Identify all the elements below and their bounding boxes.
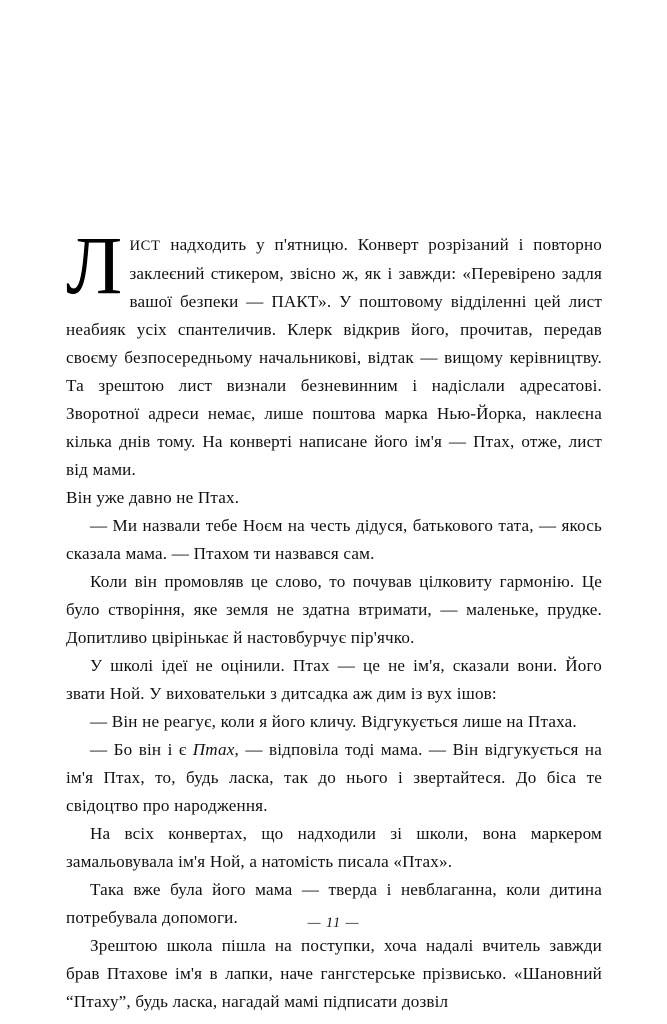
- paragraph-7-italic-word: Птах: [192, 740, 235, 759]
- page-number: — 11 —: [307, 915, 360, 931]
- page-text-block: [66, 231, 602, 1016]
- opening-small-caps: ИСТ: [129, 238, 161, 254]
- paragraph-8: На всіх конвертах, що надходили зі школи, вона маркером замальовувала ім'я Ной, а натомість писала «Птах».: [66, 824, 602, 871]
- paragraph-7-text-before: — Бо він і є: [90, 740, 193, 759]
- paragraph-5: У школі ідеї не оцінили. Птах — це не ім'я, сказали вони. Його звати Ной. У виховательки з дитсадка аж дим із вух ішов:: [66, 656, 602, 703]
- paragraph-9: Така вже була його мама — тверда і невблаганна, коли дитина потребувала допомоги.: [66, 880, 602, 927]
- paragraph-7: [66, 736, 602, 820]
- paragraph-7-text-after: , — відповіла тоді мама. — Він відгукується на ім'я Птах, то, будь ласка, так до нього і звертайтеся. До біса те свідоцтво про народження.: [66, 740, 602, 815]
- paragraph-4: Коли він промовляв це слово, то почував цілковиту гармонію. Це було створіння, яке земля не здатна втримати, — маленьке, прудке. Допитливо цвірінькає й настовбурчує пір'ячко.: [66, 572, 602, 647]
- paragraph-3: — Ми назвали тебе Ноєм на честь дідуся, батькового тата, — якось сказала мама. — Птахом ти назвався сам.: [66, 516, 602, 563]
- paragraph-opening-text: надходить у п'ятницю. Конверт розрізаний і повторно заклеєний стикером, звісно ж, як і завжди: «Перевірено задля вашої безпеки — ПАКТ». У поштовому відділенні цей лист неабияк усіх спантеличив. Клерк відкрив його, прочитав, передав своєму безпосередньому начальникові, відтак — вищому керівництву. Та зрештою лист визнали безневинним і надіслали адресатові. Зворотної адреси немає, лише поштова марка Нью-Йорка, наклеєна кілька днів тому. На конверті написане його ім'я — Птах, отже, лист від мами.: [66, 235, 602, 479]
- paragraph-6: — Він не реагує, коли я його кличу. Відгукується лише на Птаха.: [90, 712, 577, 731]
- paragraph-10: Зрештою школа пішла на поступки, хоча надалі вчитель завжди брав Птахове ім'я в лапки, наче гангстерське прізвисько. «Шановний “Птаху”, будь ласка, нагадай мамі підписати дозвіл: [66, 936, 602, 1011]
- paragraph-2: Він уже давно не Птах.: [66, 488, 240, 507]
- paragraph-opening: [66, 231, 602, 484]
- drop-cap-letter: Л: [66, 231, 123, 311]
